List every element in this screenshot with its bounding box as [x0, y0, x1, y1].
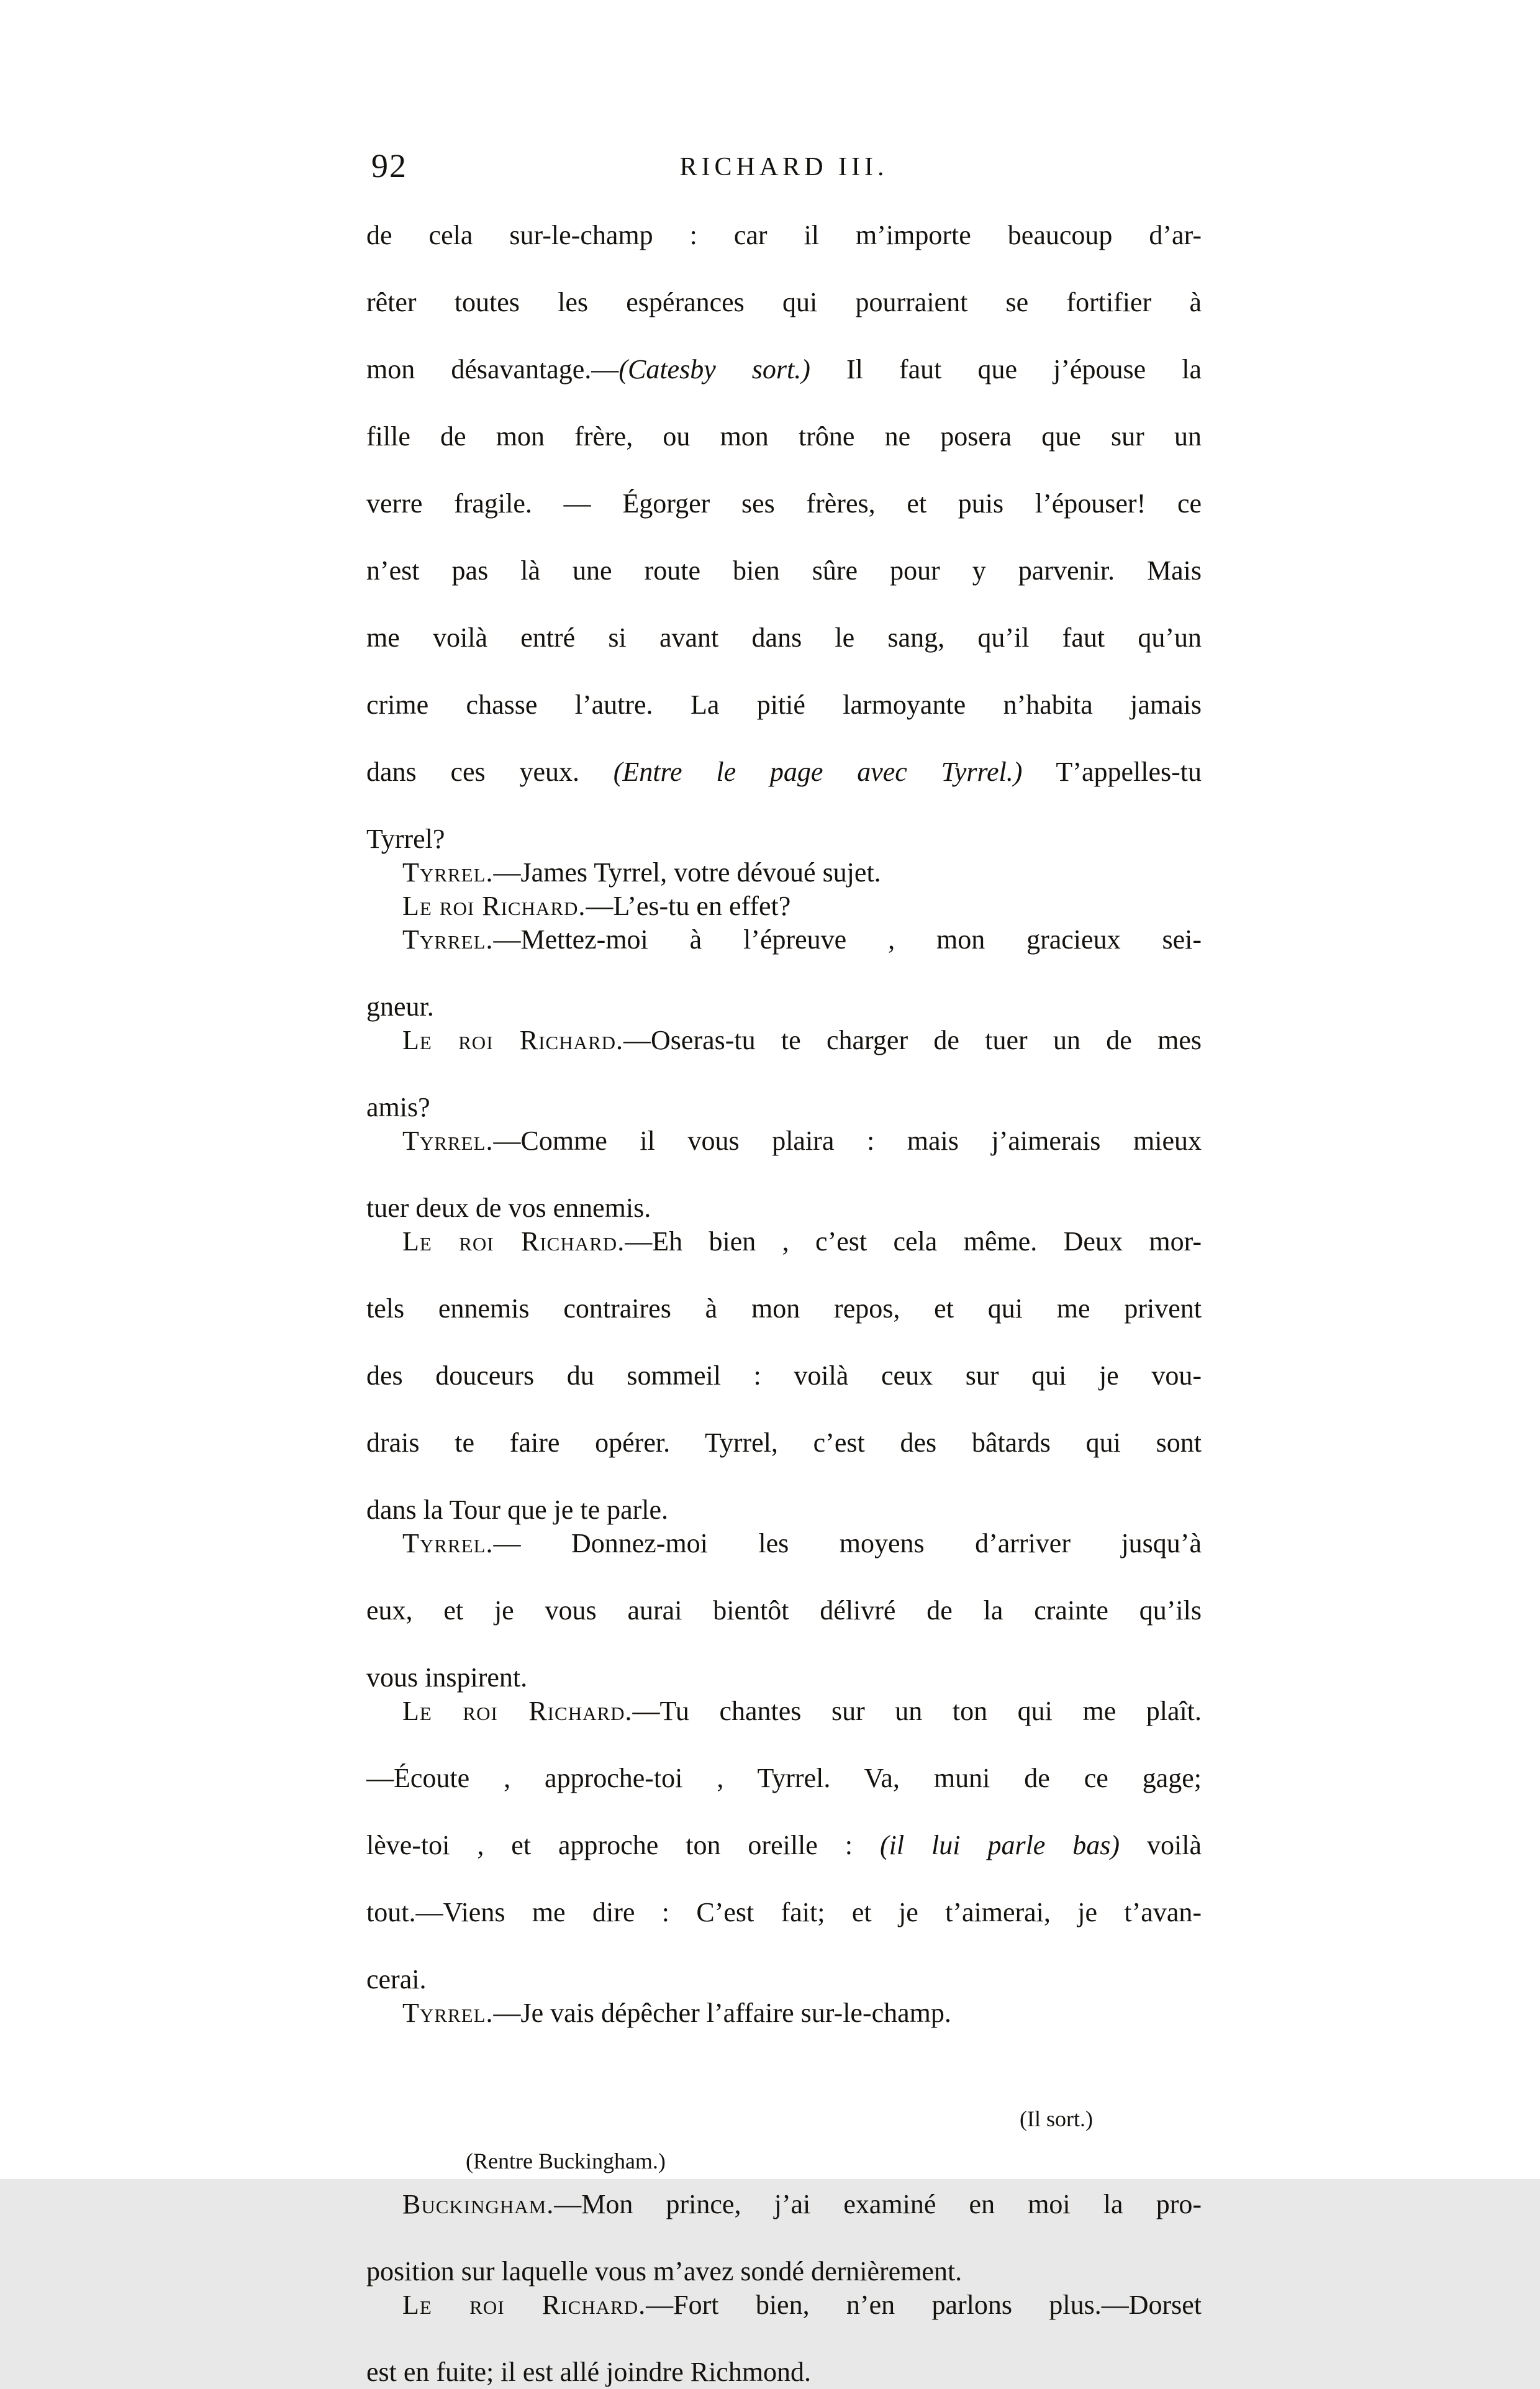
- text-line: [366, 2288, 1202, 2355]
- paragraph: [366, 2188, 1202, 2288]
- stage-direction: [366, 2105, 1202, 2133]
- paragraph: [366, 856, 1202, 890]
- text-line: [366, 1225, 1202, 1292]
- speaker-label: Le roi Richard.: [402, 1226, 625, 1257]
- speaker-label: Tyrrel.: [402, 857, 494, 888]
- paragraph: [366, 1225, 1202, 1527]
- text-run: mon désavantage.—: [366, 354, 619, 385]
- speaker-label: Le roi Richard.: [402, 1696, 633, 1726]
- text-run: —Comme il vous plaira : mais j’aimerais mieux: [493, 1126, 1202, 1156]
- text-run: —James Tyrrel, votre dévoué sujet.: [493, 857, 881, 888]
- paragraph: [366, 1124, 1202, 1225]
- text-run: tout.—Viens me dire : C’est fait; et je t’aimerai, je t’avan-: [366, 1897, 1202, 1927]
- inline-stage-direction: (il lui parle bas): [879, 1830, 1120, 1860]
- text-line: [366, 923, 1202, 990]
- text-run: eux, et je vous aurai bientôt délivré de la crainte qu’ils: [366, 1595, 1202, 1626]
- text-line: [366, 1024, 1202, 1091]
- text-run: voilà: [1120, 1830, 1202, 1860]
- text-run: —Mon prince, j’ai examiné en moi la pro-: [554, 2189, 1202, 2219]
- text-line: [366, 1594, 1202, 1661]
- paragraph: [366, 219, 1202, 856]
- text-run: crime chasse l’autre. La pitié larmoyante n’habita jamais: [366, 689, 1202, 720]
- text-run: Tyrrel?: [366, 824, 445, 854]
- text-line: [366, 2255, 1202, 2288]
- text-run: rêter toutes les espérances qui pourraient se fortifier à: [366, 287, 1202, 317]
- speaker-label: Le roi Richard.: [402, 2290, 646, 2320]
- text-run: (Il sort.): [1020, 2106, 1093, 2131]
- text-line: [366, 1695, 1202, 1762]
- inline-stage-direction: (Catesby sort.): [618, 354, 810, 385]
- text-run: dans la Tour que je te parle.: [366, 1495, 669, 1525]
- text-line: [366, 2105, 1093, 2133]
- running-title: RICHARD III.: [679, 153, 889, 181]
- text-run: Il faut que j’épouse la: [810, 354, 1202, 385]
- text-line: [366, 1493, 1202, 1527]
- text-run: amis?: [366, 1092, 430, 1122]
- text-line: [366, 1996, 1202, 2030]
- speaker-label: Buckingham.: [402, 2189, 555, 2219]
- text-run: dans ces yeux.: [366, 757, 614, 787]
- text-line: [366, 890, 1202, 923]
- text-line: [366, 1426, 1202, 1493]
- speaker-label: Tyrrel.: [402, 1528, 494, 1559]
- text-line: [366, 1527, 1202, 1594]
- text-line: [366, 1762, 1202, 1829]
- paragraph: [366, 1996, 1202, 2030]
- text-run: vous inspirent.: [366, 1662, 528, 1693]
- text-line: [366, 487, 1202, 554]
- text-run: gneur.: [366, 991, 434, 1022]
- text-line: [366, 856, 1202, 890]
- paragraph: [366, 2288, 1202, 2389]
- page-header: [366, 149, 1202, 186]
- text-line: [366, 2355, 1202, 2389]
- speaker-label: Le roi Richard.: [402, 1025, 624, 1055]
- text-run: drais te faire opérer. Tyrrel, c’est des bâtards qui sont: [366, 1427, 1202, 1458]
- text-run: tels ennemis contraires à mon repos, et qui me privent: [366, 1293, 1202, 1324]
- paragraph: [366, 1695, 1202, 1996]
- text-line: [366, 822, 1202, 856]
- text-run: position sur laquelle vous m’avez sondé dernièrement.: [366, 2256, 962, 2287]
- text-run: fille de mon frère, ou mon trône ne posera que sur un: [366, 421, 1202, 452]
- text-line: [366, 286, 1202, 353]
- speaker-label: Tyrrel.: [402, 1126, 494, 1156]
- text-line: [366, 1292, 1202, 1359]
- page-text: [366, 219, 1202, 2389]
- text-line: [366, 1091, 1202, 1124]
- text-line: [366, 688, 1202, 755]
- text-run: est en fuite; il est allé joindre Richmond.: [366, 2357, 812, 2387]
- text-run: —Écoute , approche-toi , Tyrrel. Va, muni de ce gage;: [366, 1763, 1202, 1793]
- text-line: [366, 420, 1202, 487]
- text-line: [366, 990, 1202, 1024]
- text-run: tuer deux de vos ennemis.: [366, 1193, 651, 1223]
- text-run: T’appelles-tu: [1022, 757, 1202, 787]
- text-line: [366, 1191, 1202, 1225]
- text-run: des douceurs du sommeil : voilà ceux sur qui je vou-: [366, 1360, 1202, 1391]
- text-line: [366, 755, 1202, 822]
- text-line: [366, 1124, 1202, 1191]
- text-line: [366, 1661, 1202, 1695]
- page-number: 92: [371, 147, 407, 184]
- text-run: lève-toi , et approche ton oreille :: [366, 1830, 880, 1860]
- text-line: [366, 219, 1202, 286]
- paragraph: [366, 1024, 1202, 1124]
- text-run: —Mettez-moi à l’épreuve , mon gracieux sei-: [493, 924, 1202, 955]
- speaker-label: Tyrrel.: [402, 924, 494, 955]
- text-run: (Rentre Buckingham.): [466, 2149, 666, 2173]
- text-line: [366, 554, 1202, 621]
- text-line: [366, 2188, 1202, 2255]
- text-line: [366, 1829, 1202, 1896]
- stage-direction: [366, 2147, 1202, 2175]
- text-line: [466, 2147, 1202, 2175]
- text-line: [366, 621, 1202, 688]
- text-run: cerai.: [366, 1964, 427, 1995]
- text-run: —Fort bien, n’en parlons plus.—Dorset: [646, 2290, 1202, 2320]
- text-run: —Oseras-tu te charger de tuer un de mes: [623, 1025, 1202, 1055]
- text-line: [366, 1359, 1202, 1426]
- text-line: [366, 1896, 1202, 1963]
- inline-stage-direction: (Entre le page avec Tyrrel.): [613, 757, 1023, 787]
- text-run: me voilà entré si avant dans le sang, qu’il faut qu’un: [366, 622, 1202, 653]
- text-run: —Eh bien , c’est cela même. Deux mor-: [625, 1226, 1202, 1257]
- speaker-label: Le roi Richard.: [402, 891, 586, 921]
- text-run: verre fragile. — Égorger ses frères, et puis l’épouser! ce: [366, 488, 1202, 519]
- text-line: [366, 353, 1202, 420]
- text-run: —Je vais dépêcher l’affaire sur-le-champ.: [493, 1998, 951, 2028]
- text-run: — Donnez-moi les moyens d’arriver jusqu’à: [493, 1528, 1202, 1559]
- speaker-label: Tyrrel.: [402, 1998, 494, 2028]
- text-run: —L’es-tu en effet?: [586, 891, 791, 921]
- paragraph: [366, 923, 1202, 1024]
- text-run: —Tu chantes sur un ton qui me plaît.: [632, 1696, 1202, 1726]
- text-run: de cela sur-le-champ : car il m’importe beaucoup d’ar-: [366, 220, 1202, 250]
- paragraph: [366, 1527, 1202, 1695]
- text-run: n’est pas là une route bien sûre pour y parvenir. Mais: [366, 555, 1202, 586]
- text-line: [366, 1963, 1202, 1996]
- paragraph: [366, 890, 1202, 923]
